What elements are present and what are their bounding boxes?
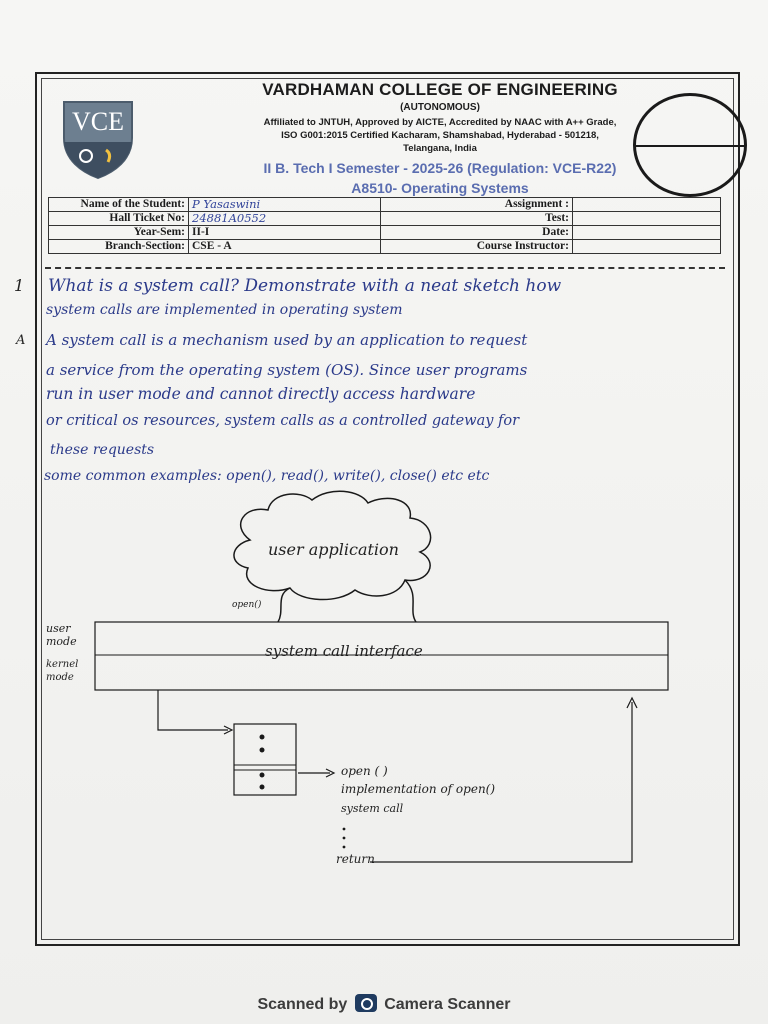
- answer-line-3: run in user mode and cannot directly access hardware: [46, 385, 476, 403]
- course-title: A8510- Operating Systems: [351, 180, 529, 196]
- hall-ticket-label: Hall Ticket No:: [49, 212, 189, 226]
- branch-value: CSE - A: [189, 240, 381, 254]
- autonomous-label: (AUTONOMOUS): [400, 102, 480, 113]
- year-sem-value: II-I: [189, 226, 381, 240]
- semester-title: II B. Tech I Semester - 2025-26 (Regulation: VCE-R22): [263, 160, 617, 176]
- answer-line-5: these requests: [50, 442, 155, 458]
- scanner-footer: [0, 994, 768, 1014]
- open-call-label: open(): [232, 600, 262, 610]
- implementation-label: implementation of open(): [341, 782, 496, 796]
- question-line-1: What is a system call? Demonstrate with a neat sketch how: [48, 276, 562, 296]
- affiliation-line-3: Telangana, India: [403, 143, 477, 154]
- affiliation-line-1: Affiliated to JNTUH, Approved by AICTE, Accredited by NAAC with A++ Grade,: [263, 117, 617, 128]
- answer-line-2: a service from the operating system (OS). Since user programs: [46, 361, 528, 379]
- kernel-table-box: [234, 724, 296, 795]
- system-call-label: system call: [341, 802, 404, 815]
- kernel-mode-label: kernel mode: [46, 659, 79, 683]
- answer-marker: A: [16, 333, 26, 348]
- down-arrow-path: [158, 690, 228, 730]
- answer-line-1: A system call is a mechanism used by an application to request: [46, 331, 528, 349]
- open-label: open ( ): [341, 764, 388, 778]
- cloud-label: user application: [268, 540, 399, 559]
- hall-ticket-value: 24881A0552: [189, 212, 381, 226]
- left-connector: [278, 588, 290, 622]
- system-call-interface-label: system call interface: [265, 642, 423, 660]
- assignment-label: Assignment :: [381, 198, 573, 212]
- test-label: Test:: [381, 212, 573, 226]
- question-number: 1: [14, 276, 25, 295]
- name-label: Name of the Student:: [49, 198, 189, 212]
- year-sem-label: Year-Sem:: [49, 226, 189, 240]
- camera-icon: [355, 994, 377, 1012]
- branch-label: Branch-Section:: [49, 240, 189, 254]
- scanned-by-text: Scanned by: [257, 996, 348, 1013]
- college-name: VARDHAMAN COLLEGE OF ENGINEERING: [262, 80, 618, 99]
- answer-line-4: or critical os resources, system calls as a controlled gateway for: [46, 413, 520, 429]
- question-line-2: system calls are implemented in operating system: [46, 302, 403, 318]
- logo-text: VCE: [72, 107, 124, 136]
- scanner-name: Camera Scanner: [384, 996, 511, 1013]
- user-mode-label: user mode: [46, 622, 77, 648]
- date-label: Date:: [381, 226, 573, 240]
- answer-line-6: some common examples: open(), read(), write(), close() etc etc: [44, 468, 490, 484]
- instructor-label: Course Instructor:: [381, 240, 573, 254]
- return-label: return: [336, 852, 375, 866]
- name-value: P Yasaswini: [189, 198, 381, 212]
- affiliation-line-2: ISO G001:2015 Certified Kacharam, Shamshabad, Hyderabad - 501218,: [281, 130, 599, 141]
- right-connector: [405, 580, 416, 622]
